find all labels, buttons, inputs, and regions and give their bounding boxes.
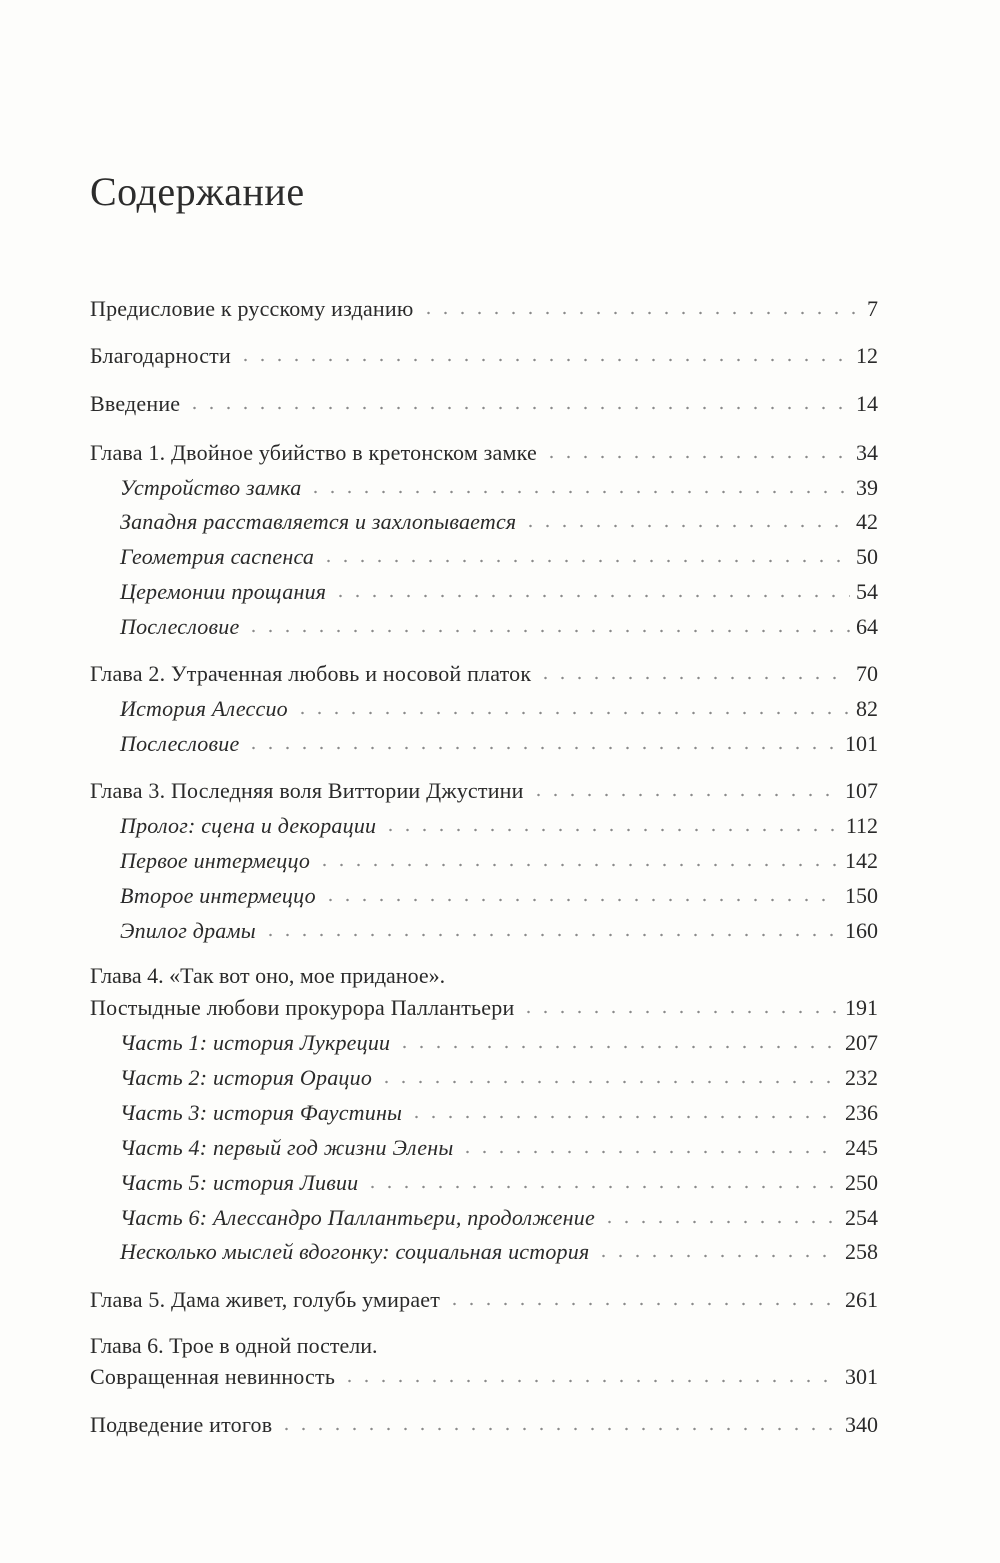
toc-entry-page: 42 xyxy=(856,509,878,534)
dot-leader xyxy=(262,917,839,939)
dot-leader xyxy=(408,1099,839,1121)
dot-leader xyxy=(537,660,850,682)
toc-entry-page: 64 xyxy=(856,614,878,639)
toc-entry-page: 254 xyxy=(845,1205,878,1230)
toc-entry-page: 236 xyxy=(845,1100,878,1125)
toc-entry xyxy=(90,341,878,369)
toc-entry-label: Второе интермеццо xyxy=(120,883,316,908)
toc-subentry xyxy=(120,473,878,501)
toc-subentry xyxy=(120,507,878,535)
dot-leader xyxy=(294,695,850,717)
toc-entry-page: 82 xyxy=(856,696,878,721)
toc-entry-label: Послесловие xyxy=(120,731,240,756)
dot-leader xyxy=(601,1204,839,1226)
dot-leader xyxy=(237,342,850,364)
toc-subentry xyxy=(120,1063,878,1091)
dot-leader xyxy=(245,730,839,752)
toc-entry xyxy=(90,1410,878,1438)
toc-entry-label: Подведение итогов xyxy=(90,1412,273,1437)
toc-entry-label: Глава 3. Последняя воля Виттории Джустини xyxy=(90,778,524,803)
toc-entry-label: Часть 5: история Ливии xyxy=(120,1170,359,1195)
toc-entry xyxy=(90,389,878,417)
toc-entry-label: История Алессио xyxy=(120,696,288,721)
toc-subentry xyxy=(120,1203,878,1231)
toc-entry-label: Совращенная невинность xyxy=(90,1364,336,1389)
toc-subentry xyxy=(120,1098,878,1126)
toc-entry-label: Эпилог драмы xyxy=(120,918,256,943)
toc-subentry xyxy=(120,694,878,722)
toc-entry-page: 340 xyxy=(845,1412,878,1437)
dot-leader xyxy=(543,439,850,461)
toc-entry-page: 70 xyxy=(856,661,878,686)
dot-leader xyxy=(446,1286,839,1308)
toc-entry xyxy=(90,776,878,804)
toc-entry-page: 7 xyxy=(867,296,878,321)
dot-leader xyxy=(396,1029,839,1051)
toc-entry-label: Послесловие xyxy=(120,614,240,639)
page-title: Содержание xyxy=(90,169,305,214)
toc-entry-label: Западня расставляется и захлопывается xyxy=(120,509,517,534)
toc-entry-label: Первое интермеццо xyxy=(120,848,311,873)
dot-leader xyxy=(378,1064,839,1086)
toc-entry-label: Часть 4: первый год жизни Элены xyxy=(120,1135,454,1160)
dot-leader xyxy=(459,1134,839,1156)
toc-subentry xyxy=(120,916,878,944)
toc-entry-label: Введение xyxy=(90,391,181,416)
dot-leader xyxy=(245,613,850,635)
toc-entry xyxy=(90,993,878,1021)
toc-entry-label: Часть 2: история Орацио xyxy=(120,1065,373,1090)
toc-subentry xyxy=(120,542,878,570)
toc-entry xyxy=(90,294,878,322)
toc-entry-label: Глава 2. Утраченная любовь и носовой платок xyxy=(90,661,532,686)
dot-leader xyxy=(332,578,850,600)
dot-leader xyxy=(341,1363,839,1385)
toc-entry-label: Часть 1: история Лукреции xyxy=(120,1030,391,1055)
toc-entry-label: Часть 3: история Фаустины xyxy=(120,1100,403,1125)
dot-leader xyxy=(530,777,839,799)
toc-entry-page: 232 xyxy=(845,1065,878,1090)
toc-subentry xyxy=(120,1237,878,1265)
toc-entry-page: 34 xyxy=(856,440,878,465)
toc-entry-page: 12 xyxy=(856,343,878,368)
toc-entry-page: 107 xyxy=(845,778,878,803)
toc-entry-page: 160 xyxy=(845,918,878,943)
toc-entry-page: 50 xyxy=(856,544,878,569)
toc-entry-page: 39 xyxy=(856,475,878,500)
toc-entry-label: Постыдные любови прокурора Паллантьери xyxy=(90,995,515,1020)
toc-subentry xyxy=(120,881,878,909)
toc-entry-label: Церемонии прощания xyxy=(120,579,327,604)
dot-leader xyxy=(364,1169,839,1191)
toc-entry xyxy=(90,1362,878,1390)
toc-subentry xyxy=(120,811,878,839)
dot-leader xyxy=(522,508,850,530)
toc-entry xyxy=(90,1285,878,1313)
dot-leader xyxy=(316,847,839,869)
dot-leader xyxy=(595,1238,839,1260)
toc-entry-page: 258 xyxy=(845,1239,878,1264)
toc-entry-label: Благодарности xyxy=(90,343,231,368)
dot-leader xyxy=(320,543,850,565)
toc-subentry xyxy=(120,612,878,640)
toc-entry-page: 150 xyxy=(845,883,878,908)
toc-entry-label: Устройство замка xyxy=(120,475,302,500)
toc-entry-first-line: Глава 6. Трое в одной постели. xyxy=(90,1333,378,1358)
toc-entry-label: Глава 1. Двойное убийство в кретонском замке xyxy=(90,440,537,465)
dot-leader xyxy=(420,295,861,317)
toc-entry-label: Глава 5. Дама живет, голубь умирает xyxy=(90,1287,441,1312)
toc-entry-page: 261 xyxy=(845,1287,878,1312)
toc-entry-page: 142 xyxy=(845,848,878,873)
toc-entry-page: 245 xyxy=(845,1135,878,1160)
toc-subentry xyxy=(120,1133,878,1161)
toc-entry-label: Предисловие к русскому изданию xyxy=(90,296,414,321)
toc-entry-label: Пролог: сцена и декорации xyxy=(120,813,377,838)
toc-subentry xyxy=(120,729,878,757)
toc-subentry xyxy=(120,846,878,874)
toc-subentry xyxy=(120,1168,878,1196)
toc-entry-page: 54 xyxy=(856,579,878,604)
dot-leader xyxy=(278,1411,839,1433)
toc-subentry xyxy=(120,1028,878,1056)
toc-entry-page: 191 xyxy=(845,995,878,1020)
toc-entry-page: 14 xyxy=(856,391,878,416)
toc-entry-page: 207 xyxy=(845,1030,878,1055)
toc-entry xyxy=(90,659,878,687)
dot-leader xyxy=(186,390,850,412)
toc-subentry xyxy=(120,577,878,605)
toc-entry xyxy=(90,438,878,466)
toc-entry-page: 250 xyxy=(845,1170,878,1195)
toc-entry-first-line: Глава 4. «Так вот оно, мое приданое». xyxy=(90,963,446,988)
toc-entry-label: Геометрия саспенса xyxy=(120,544,315,569)
dot-leader xyxy=(307,474,850,496)
toc-entry-label: Часть 6: Алессандро Паллантьери, продолжение xyxy=(120,1205,595,1230)
dot-leader xyxy=(322,882,839,904)
toc-entry-page: 301 xyxy=(845,1364,878,1389)
toc-entry-page: 112 xyxy=(845,813,878,838)
dot-leader xyxy=(382,812,840,834)
toc-entry-label: Несколько мыслей вдогонку: социальная история xyxy=(120,1239,590,1264)
toc-entry-page: 101 xyxy=(845,731,878,756)
dot-leader xyxy=(520,994,839,1016)
